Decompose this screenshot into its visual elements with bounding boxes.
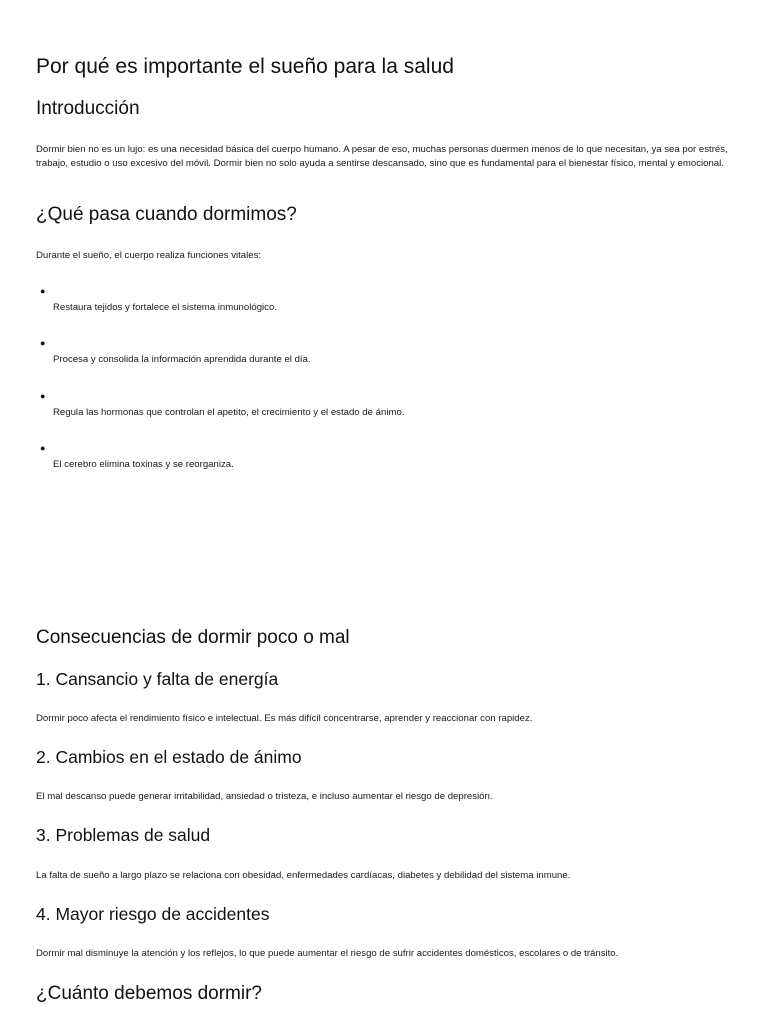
- bullet-dot-icon: ●: [40, 443, 46, 453]
- bullet-dot-icon: ●: [40, 391, 46, 401]
- consequence-heading: 4. Mayor riesgo de accidentes: [36, 904, 270, 924]
- consequence-heading: 2. Cambios en el estado de ánimo: [36, 747, 302, 767]
- consequence-paragraph: El mal descanso puede generar irritabilidad, ansiedad o tristeza, e incluso aumentar el riesgo de depresión.: [36, 791, 493, 802]
- bullet-dot-icon: ●: [40, 286, 46, 296]
- sleep-heading: ¿Qué pasa cuando dormimos?: [36, 204, 297, 225]
- consequence-paragraph: La falta de sueño a largo plazo se relaciona con obesidad, enfermedades cardíacas, diabetes y debilidad del sistema inmune.: [36, 870, 571, 881]
- consequence-heading: 1. Cansancio y falta de energía: [36, 669, 279, 689]
- list-item-text: Restaura tejidos y fortalece el sistema inmunológico.: [53, 302, 277, 313]
- document-title: Por qué es importante el sueño para la salud: [36, 55, 454, 78]
- consequences-heading: Consecuencias de dormir poco o mal: [36, 627, 350, 648]
- how-much-heading: ¿Cuánto debemos dormir?: [36, 983, 262, 1004]
- list-item-text: Procesa y consolida la información aprendida durante el día.: [53, 354, 311, 365]
- consequence-paragraph: Dormir mal disminuye la atención y los reflejos, lo que puede aumentar el riesgo de sufrir accidentes domésticos, escolares o de tránsito.: [36, 948, 619, 959]
- consequence-heading: 3. Problemas de salud: [36, 825, 211, 845]
- list-item-text: Regula las hormonas que controlan el apetito, el crecimiento y el estado de ánimo.: [53, 407, 405, 418]
- consequence-paragraph: Dormir poco afecta el rendimiento físico e intelectual. Es más difícil concentrarse, aprender y reaccionar con rapidez.: [36, 713, 533, 724]
- bullet-dot-icon: ●: [40, 338, 46, 348]
- intro-heading: Introducción: [36, 98, 140, 119]
- list-item-text: El cerebro elimina toxinas y se reorganiza.: [53, 459, 234, 470]
- intro-paragraph: Dormir bien no es un lujo: es una necesidad básica del cuerpo humano. A pesar de eso, muchas personas duermen menos de lo que necesitan, ya sea por estrés, trabajo, estudio o uso excesivo del móvil. Dormir bien no solo ayuda a sentirse descansado, sino que es fundamental para el bienestar físico, mental y emocional.: [36, 144, 728, 169]
- sleep-intro-paragraph: Durante el sueño, el cuerpo realiza funciones vitales:: [36, 250, 262, 261]
